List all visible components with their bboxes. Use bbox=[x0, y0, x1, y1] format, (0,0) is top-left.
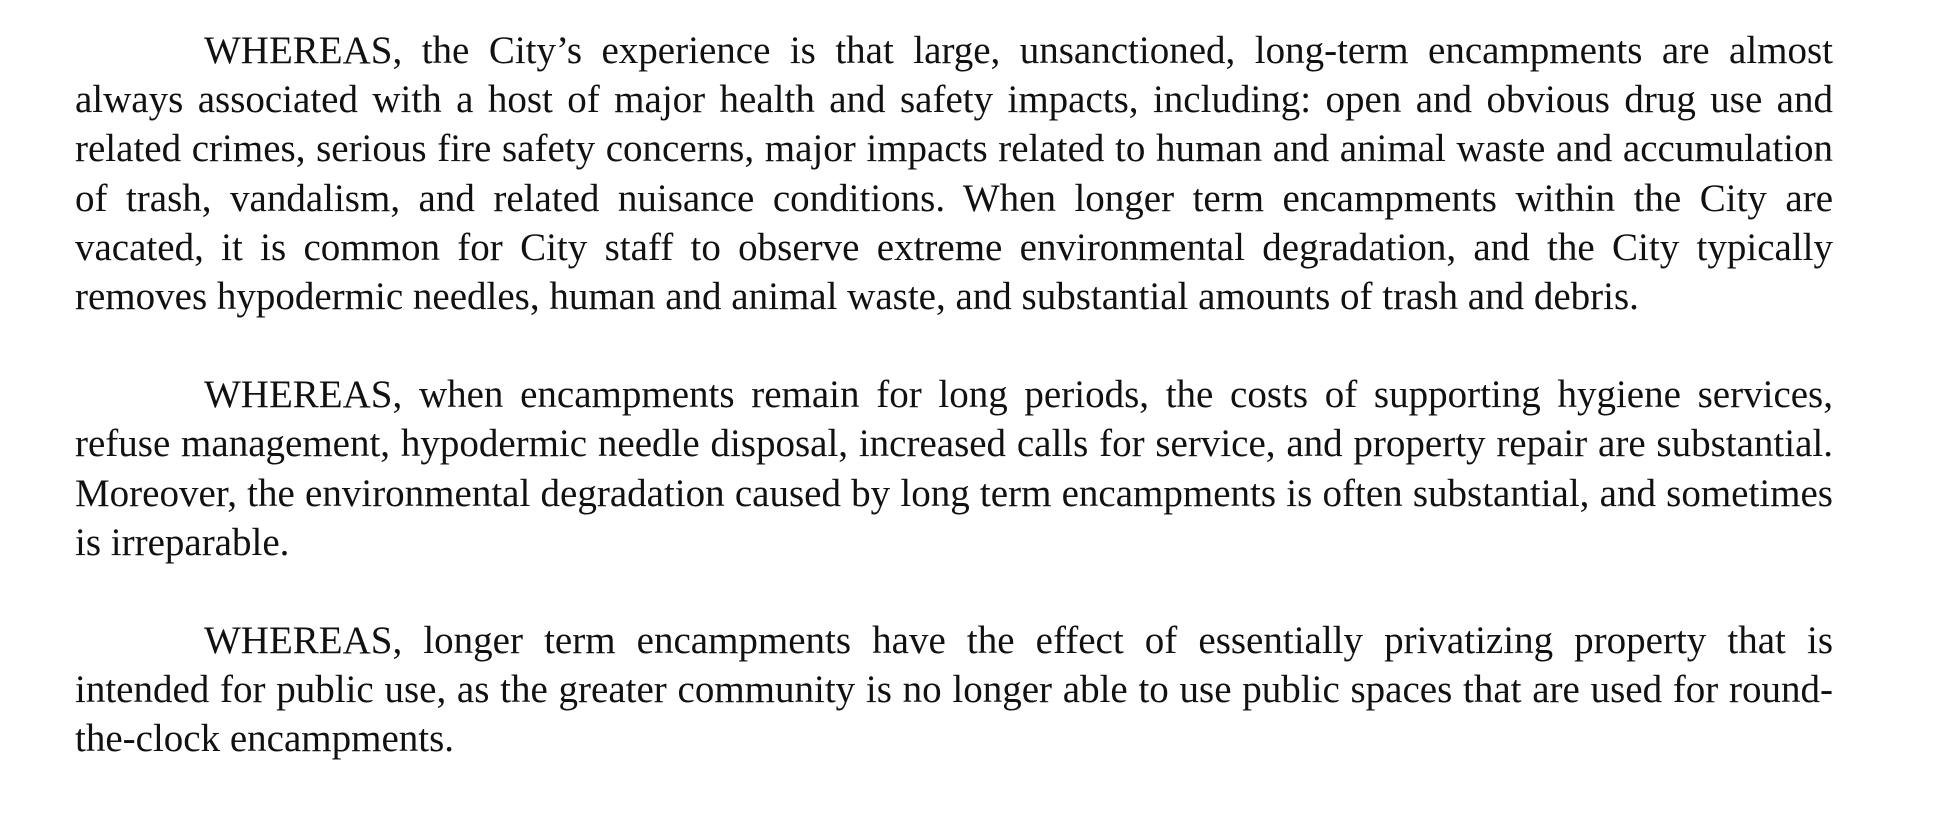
whereas-paragraph-1: WHEREAS, the City’s experience is that large, unsanctioned, long-term encampments are almost always associated with a host of major health and safety impacts, including: open and obvious drug use and related crimes, serious fire safety concerns, major impacts related to human and animal waste and accumulation of trash, vandalism, and related nuisance conditions. When longer term encampments within the City are vacated, it is common for City staff to observe extreme environmental degradation, and the City typically removes hypodermic needles, human and animal waste, and substantial amounts of trash and debris. bbox=[75, 29, 1833, 319]
whereas-paragraph-3: WHEREAS, longer term encampments have the effect of essentially privatizing property that is intended for public use, as the greater community is no longer able to use public spaces that are used for round-the-clock encampments. bbox=[75, 619, 1833, 761]
document-body bbox=[75, 26, 1833, 764]
whereas-paragraph-2: WHEREAS, when encampments remain for long periods, the costs of supporting hygiene services, refuse management, hypodermic needle disposal, increased calls for service, and property repair are substantial. Moreover, the environmental degradation caused by long term encampments is often substantial, and sometimes is irreparable. bbox=[75, 373, 1833, 564]
